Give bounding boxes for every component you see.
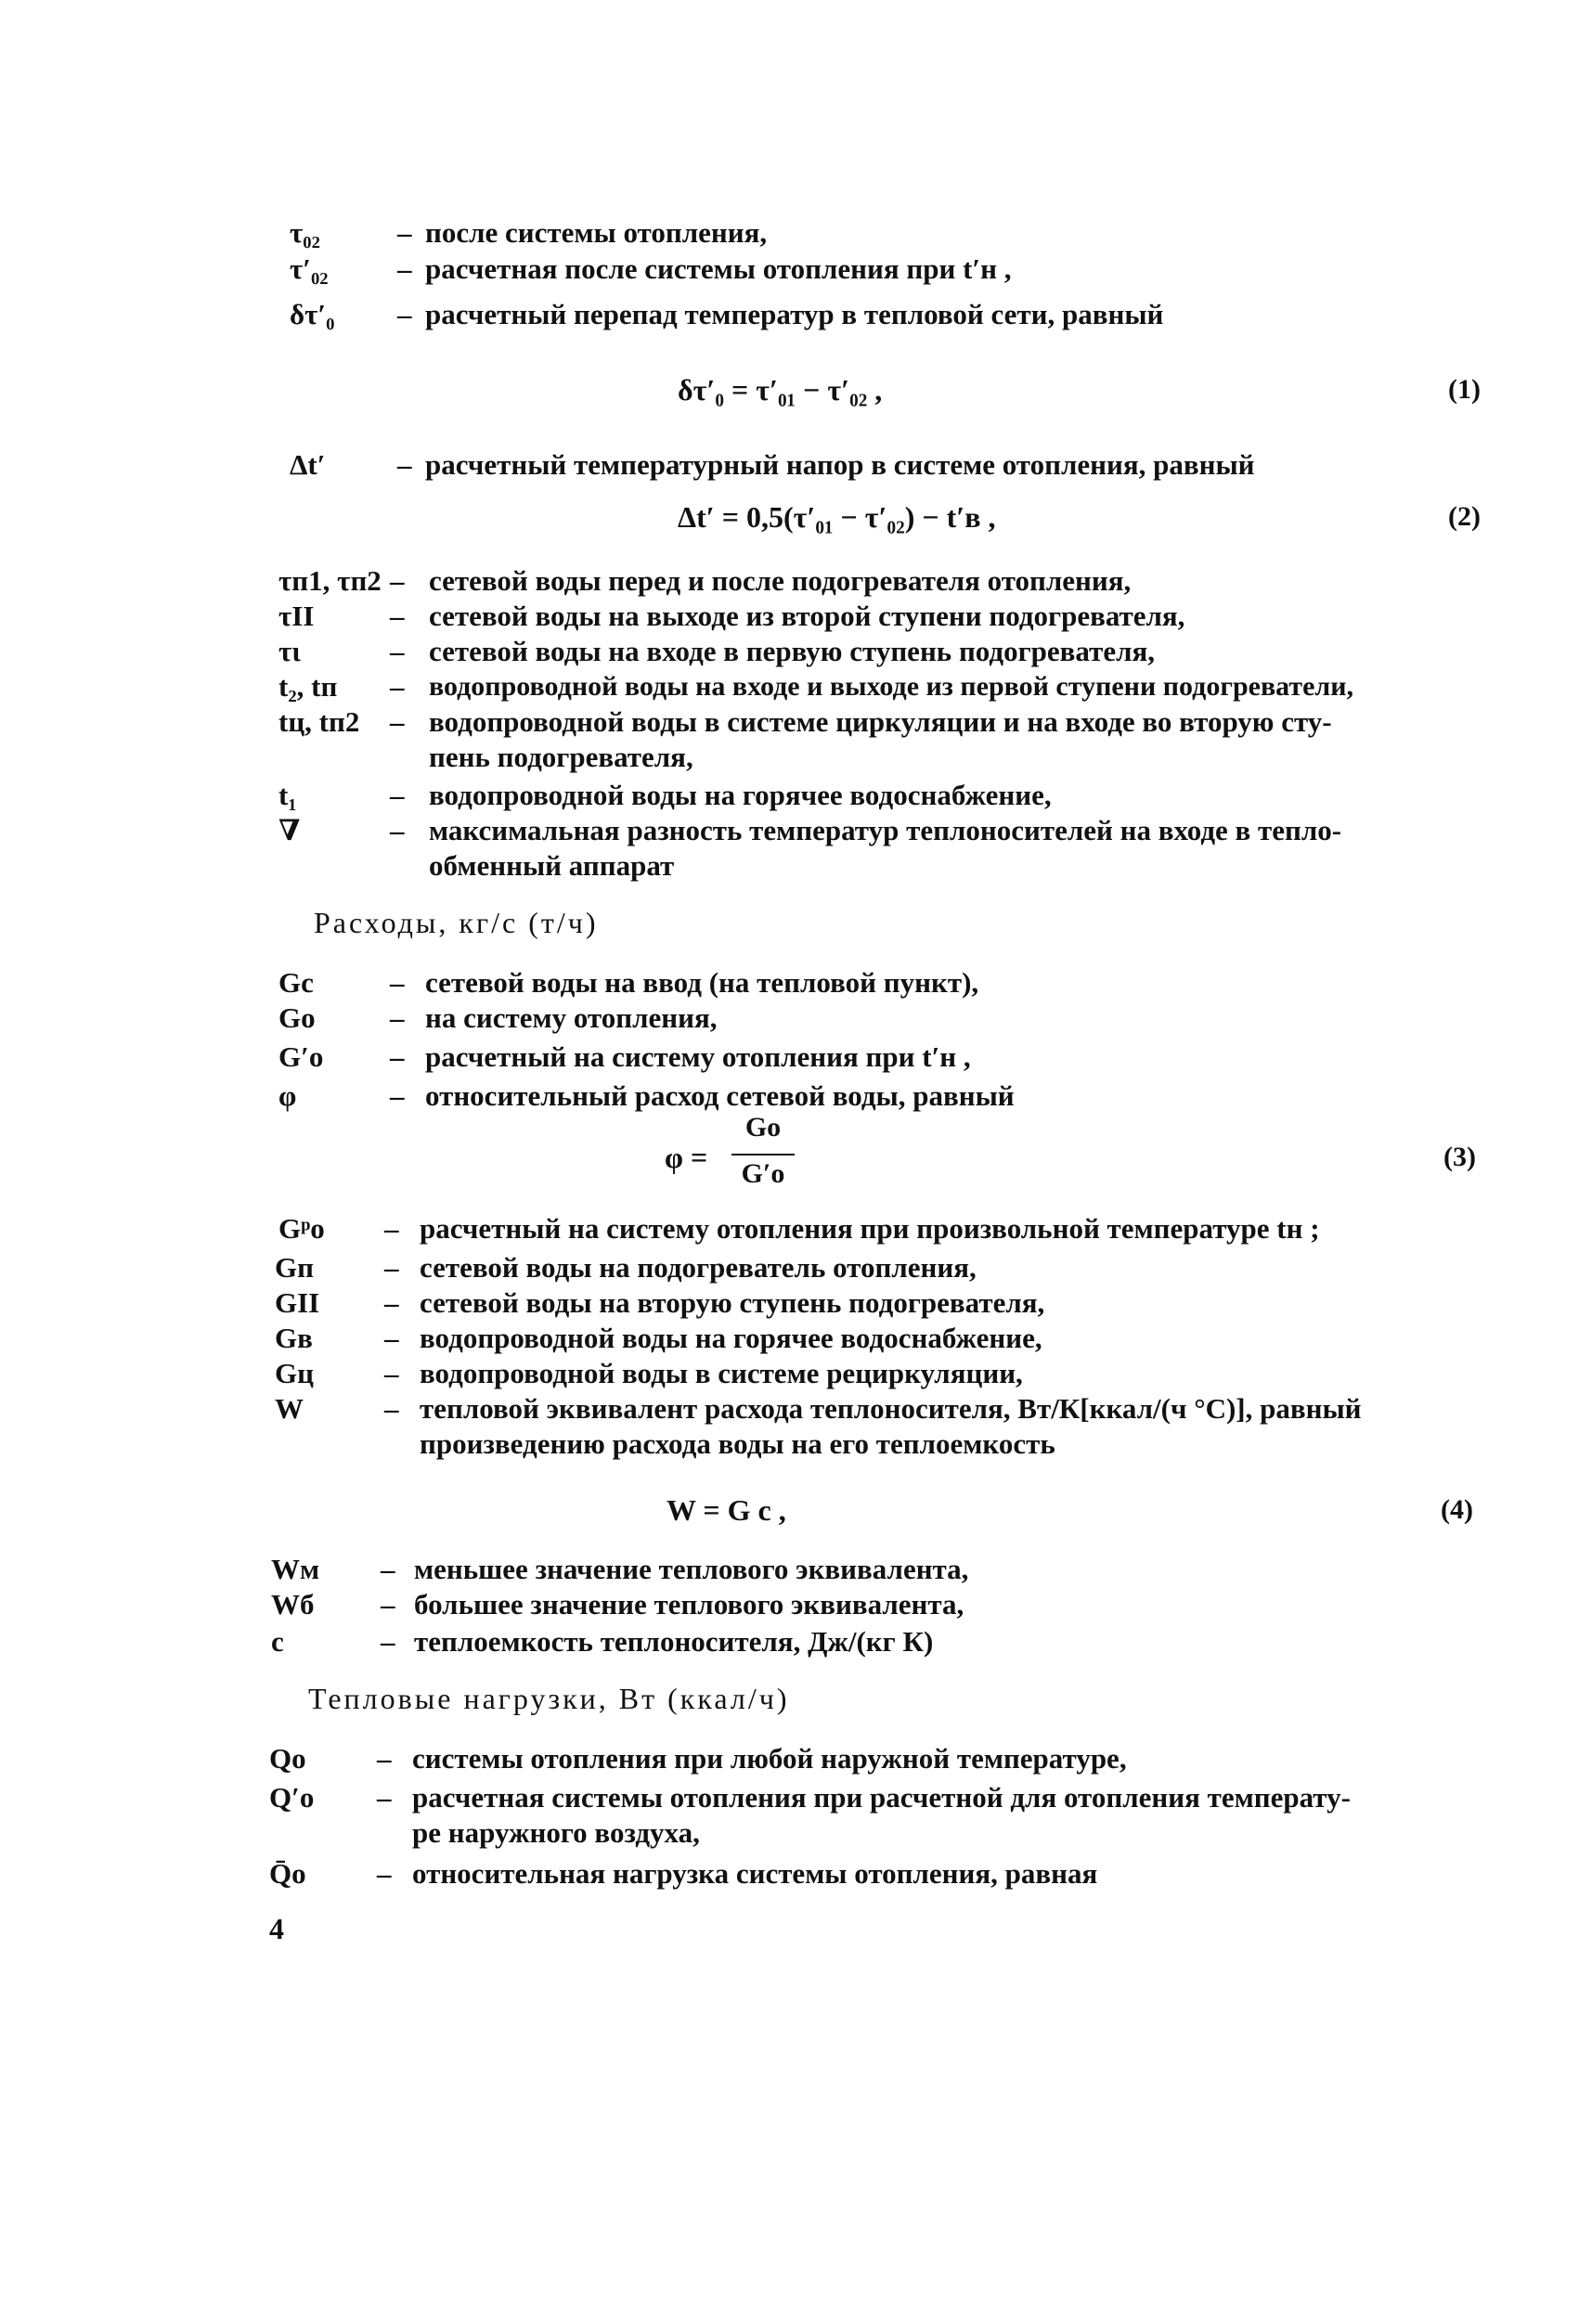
- symbol: t₁: [278, 779, 297, 811]
- symbol: Qо: [269, 1742, 306, 1775]
- entry-text: сетевой воды перед и после подогревателя отопления,: [429, 564, 1132, 597]
- dash: –: [384, 1322, 399, 1354]
- entry-text: относительная нагрузка системы отопления, равная: [412, 1857, 1098, 1890]
- entry-text-continuation: обменный аппарат: [429, 849, 675, 882]
- symbol: φ: [278, 1079, 297, 1112]
- dash: –: [377, 1857, 392, 1890]
- entry-text: сетевой воды на входе в первую ступень подогревателя,: [429, 635, 1156, 667]
- equation-number: (2): [1448, 501, 1481, 532]
- dash: –: [390, 1079, 405, 1112]
- entry-text: водопроводной воды на горячее водоснабжение,: [420, 1322, 1042, 1354]
- formula-3-numerator: Gо: [744, 1112, 782, 1143]
- dash: –: [390, 1040, 405, 1073]
- entry-text: на систему отопления,: [425, 1001, 718, 1034]
- dash: –: [381, 1625, 395, 1658]
- entry-text: водопроводной воды в системе рециркуляции,: [420, 1357, 1023, 1389]
- entry-text-continuation: произведению расхода воды на его теплоемкость: [420, 1427, 1055, 1460]
- entry-text: расчетный на систему отопления при t′н ,: [425, 1040, 971, 1073]
- dash: –: [390, 670, 405, 703]
- dash: –: [384, 1357, 399, 1389]
- symbol: t₂, tп: [278, 670, 338, 703]
- entry-text: расчетный на систему отопления при произвольной температуре tн ;: [420, 1212, 1320, 1245]
- entry-text: расчетный температурный напор в системе отопления, равный: [425, 448, 1255, 481]
- entry-text: теплоемкость теплоносителя, Дж/(кг К): [414, 1625, 934, 1658]
- symbol: Gо: [278, 1001, 316, 1034]
- dash: –: [390, 814, 405, 846]
- symbol: τп1, τп2: [278, 564, 382, 597]
- formula-2: Δt′ = 0,5(τ′₀₁ − τ′₀₂) − t′в ,: [678, 500, 996, 534]
- section-heading-flows: Расходы, кг/с (т/ч): [314, 906, 599, 939]
- symbol: GII: [275, 1286, 320, 1319]
- symbol: Gп: [275, 1251, 314, 1284]
- entry-text: водопроводной воды на горячее водоснабжение,: [429, 779, 1052, 811]
- dash: –: [377, 1781, 392, 1814]
- dash: –: [390, 779, 405, 811]
- formula-4: W = G c ,: [667, 1493, 786, 1527]
- entry-text: максимальная разность температур теплоносителей на входе в тепло-: [429, 814, 1342, 846]
- entry-text: расчетная системы отопления при расчетной для отопления температу-: [412, 1781, 1351, 1814]
- entry-text: водопроводной воды на входе и выходе из первой ступени подогреватели,: [429, 671, 1354, 702]
- symbol: Gᵖо: [278, 1212, 325, 1245]
- entry-text: тепловой эквивалент расхода теплоносителя, Вт/К[ккал/(ч °С)], равный: [420, 1392, 1362, 1425]
- symbol: ∇: [278, 814, 301, 846]
- entry-text: сетевой воды на подогреватель отопления,: [420, 1251, 977, 1284]
- dash: –: [390, 966, 405, 999]
- dash: –: [384, 1251, 399, 1284]
- entry-text: расчетный перепад температур в тепловой сети, равный: [425, 298, 1164, 330]
- formula-3-denominator: G′о: [741, 1158, 785, 1189]
- dash: –: [390, 1001, 405, 1034]
- entry-text-continuation: ре наружного воздуха,: [412, 1816, 700, 1849]
- symbol: Gс: [278, 966, 314, 999]
- dash: –: [397, 252, 412, 285]
- symbol: Gц: [275, 1357, 314, 1389]
- dash: –: [381, 1553, 395, 1585]
- formula-3-lhs: φ =: [665, 1141, 708, 1174]
- entry-text: большее значение теплового эквивалента,: [414, 1588, 964, 1620]
- dash: –: [390, 705, 405, 738]
- dash: –: [397, 216, 412, 249]
- symbol: tц, tп2: [278, 705, 360, 738]
- symbol: Wм: [271, 1553, 320, 1585]
- symbol: τ₀₂: [290, 216, 320, 249]
- symbol: Q′о: [269, 1781, 315, 1814]
- dash: –: [384, 1212, 399, 1245]
- dash: –: [397, 448, 412, 481]
- entry-text: сетевой воды на ввод (на тепловой пункт),: [425, 966, 979, 999]
- symbol: Q̄о: [269, 1857, 306, 1890]
- entry-text: меньшее значение теплового эквивалента,: [414, 1553, 969, 1585]
- dash: –: [381, 1588, 395, 1620]
- entry-text: водопроводной воды в системе циркуляции и на входе во вторую сту-: [429, 705, 1332, 738]
- symbol: с: [271, 1625, 284, 1658]
- equation-number: (1): [1448, 374, 1481, 405]
- dash: –: [390, 564, 405, 597]
- fraction-bar: [731, 1154, 795, 1156]
- dash: –: [377, 1742, 392, 1775]
- equation-number: (3): [1443, 1142, 1476, 1172]
- symbol: Δt′: [290, 448, 326, 481]
- dash: –: [390, 635, 405, 667]
- dash: –: [390, 600, 405, 632]
- symbol: τι: [278, 635, 301, 667]
- entry-text: сетевой воды на вторую ступень подогревателя,: [420, 1286, 1045, 1319]
- entry-text: после системы отопления,: [425, 216, 768, 249]
- equation-number: (4): [1441, 1494, 1473, 1525]
- symbol: Wб: [271, 1588, 315, 1620]
- section-heading-loads: Тепловые нагрузки, Вт (ккал/ч): [308, 1682, 790, 1715]
- entry-text: системы отопления при любой наружной температуре,: [412, 1742, 1127, 1775]
- dash: –: [384, 1286, 399, 1319]
- symbol: W: [275, 1392, 304, 1425]
- entry-text: относительный расход сетевой воды, равный: [425, 1079, 1015, 1112]
- symbol: τ′₀₂: [290, 252, 329, 285]
- entry-text: расчетная после системы отопления при t′н ,: [425, 252, 1012, 285]
- symbol: τII: [278, 600, 315, 632]
- dash: –: [384, 1392, 399, 1425]
- symbol: G′о: [278, 1040, 324, 1073]
- dash: –: [397, 298, 412, 330]
- symbol: δτ′₀: [290, 298, 335, 330]
- page-number: 4: [269, 1912, 284, 1945]
- symbol: Gв: [275, 1322, 313, 1354]
- entry-text-continuation: пень подогревателя,: [429, 741, 693, 773]
- entry-text: сетевой воды на выходе из второй ступени подогревателя,: [429, 600, 1185, 632]
- formula-1: δτ′₀ = τ′₀₁ − τ′₀₂ ,: [678, 373, 883, 407]
